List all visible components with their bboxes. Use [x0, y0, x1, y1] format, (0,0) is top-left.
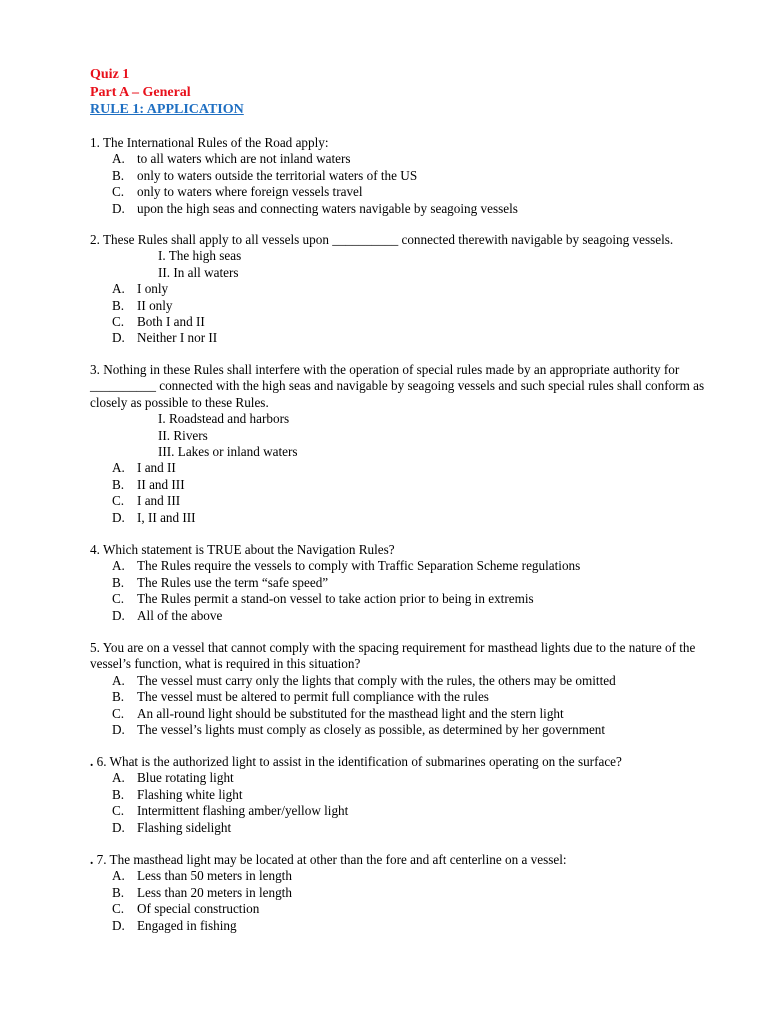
quiz-heading — [90, 66, 244, 119]
question-stem: 2. These Rules shall apply to all vessels upon __________ connected therewith navigable by seagoing vessels. — [90, 232, 674, 247]
answer-option-a: A. I and II — [112, 460, 176, 476]
answer-option-d: D. upon the high seas and connecting waters navigable by seagoing vessels — [112, 200, 518, 216]
answer-option-d: D. I, II and III — [112, 509, 196, 525]
question-1 — [90, 135, 718, 217]
answer-option-b: B. Less than 20 meters in length — [112, 884, 292, 900]
roman-option: III. Lakes or inland waters — [158, 444, 298, 460]
question-stem: . 7. The masthead light may be located at other than the fore and aft centerline on a vessel: — [90, 852, 567, 867]
roman-option: I. The high seas — [158, 248, 242, 264]
question-3 — [90, 362, 718, 526]
answer-option-a: A. The vessel must carry only the lights that comply with the rules, the others may be omitted — [112, 672, 616, 688]
question-stem: 1. The International Rules of the Road apply: — [90, 135, 329, 150]
answer-option-b: B. II only — [112, 297, 173, 313]
quiz-title: Quiz 1 — [90, 67, 130, 82]
answer-option-a: A. The Rules require the vessels to comply with Traffic Separation Scheme regulations — [112, 558, 581, 574]
part-title: Part A – General — [90, 84, 191, 100]
question-stem: . 6. What is the authorized light to assist in the identification of submarines operating on the surface? — [90, 754, 622, 769]
rule-link[interactable]: RULE 1: APPLICATION — [90, 102, 244, 117]
answer-option-a: A. Less than 50 meters in length — [112, 868, 292, 884]
answer-option-d: D. All of the above — [112, 607, 223, 623]
answer-option-c: C. The Rules permit a stand-on vessel to take action prior to being in extremis — [112, 591, 534, 607]
answer-option-b: B. The Rules use the term “safe speed” — [112, 574, 329, 590]
roman-option: II. In all waters — [158, 264, 239, 280]
question-6 — [90, 754, 718, 836]
answer-option-c: C. I and III — [112, 493, 181, 509]
question-2 — [90, 232, 718, 347]
answer-option-d: D. Engaged in fishing — [112, 917, 237, 933]
answer-option-a: A. Blue rotating light — [112, 770, 234, 786]
answer-option-c: C. only to waters where foreign vessels travel — [112, 184, 363, 200]
answer-option-b: B. only to waters outside the territorial waters of the US — [112, 167, 418, 183]
question-stem: 3. Nothing in these Rules shall interfere with the operation of special rules made by an appropriate authority for __________ connected with the high seas and navigable by seagoing vessels and such special rules shall conform as closely as possible to these Rules. — [90, 362, 705, 410]
roman-option: II. Rivers — [158, 427, 208, 443]
question-7 — [90, 852, 718, 934]
question-5 — [90, 640, 718, 738]
answer-option-c: C. Of special construction — [112, 901, 260, 917]
answer-option-d: D. The vessel’s lights must comply as closely as possible, as determined by her government — [112, 722, 606, 738]
question-4 — [90, 542, 718, 624]
answer-option-c: C. An all-round light should be substituted for the masthead light and the stern light — [112, 705, 564, 721]
roman-option: I. Roadstead and harbors — [158, 411, 290, 427]
answer-option-b: B. II and III — [112, 476, 185, 492]
answer-option-b: B. Flashing white light — [112, 786, 243, 802]
answer-option-c: C. Intermittent flashing amber/yellow light — [112, 803, 349, 819]
answer-option-a: A. I only — [112, 281, 169, 297]
answer-option-c: C. Both I and II — [112, 314, 205, 330]
question-stem: 4. Which statement is TRUE about the Navigation Rules? — [90, 542, 395, 557]
answer-option-d: D. Neither I nor II — [112, 330, 218, 346]
answer-option-b: B. The vessel must be altered to permit full compliance with the rules — [112, 689, 489, 705]
question-stem: 5. You are on a vessel that cannot comply with the spacing requirement for masthead lights due to the nature of the vessel’s function, what is required in this situation? — [90, 640, 696, 672]
answer-option-a: A. to all waters which are not inland waters — [112, 151, 351, 167]
answer-option-d: D. Flashing sidelight — [112, 819, 232, 835]
